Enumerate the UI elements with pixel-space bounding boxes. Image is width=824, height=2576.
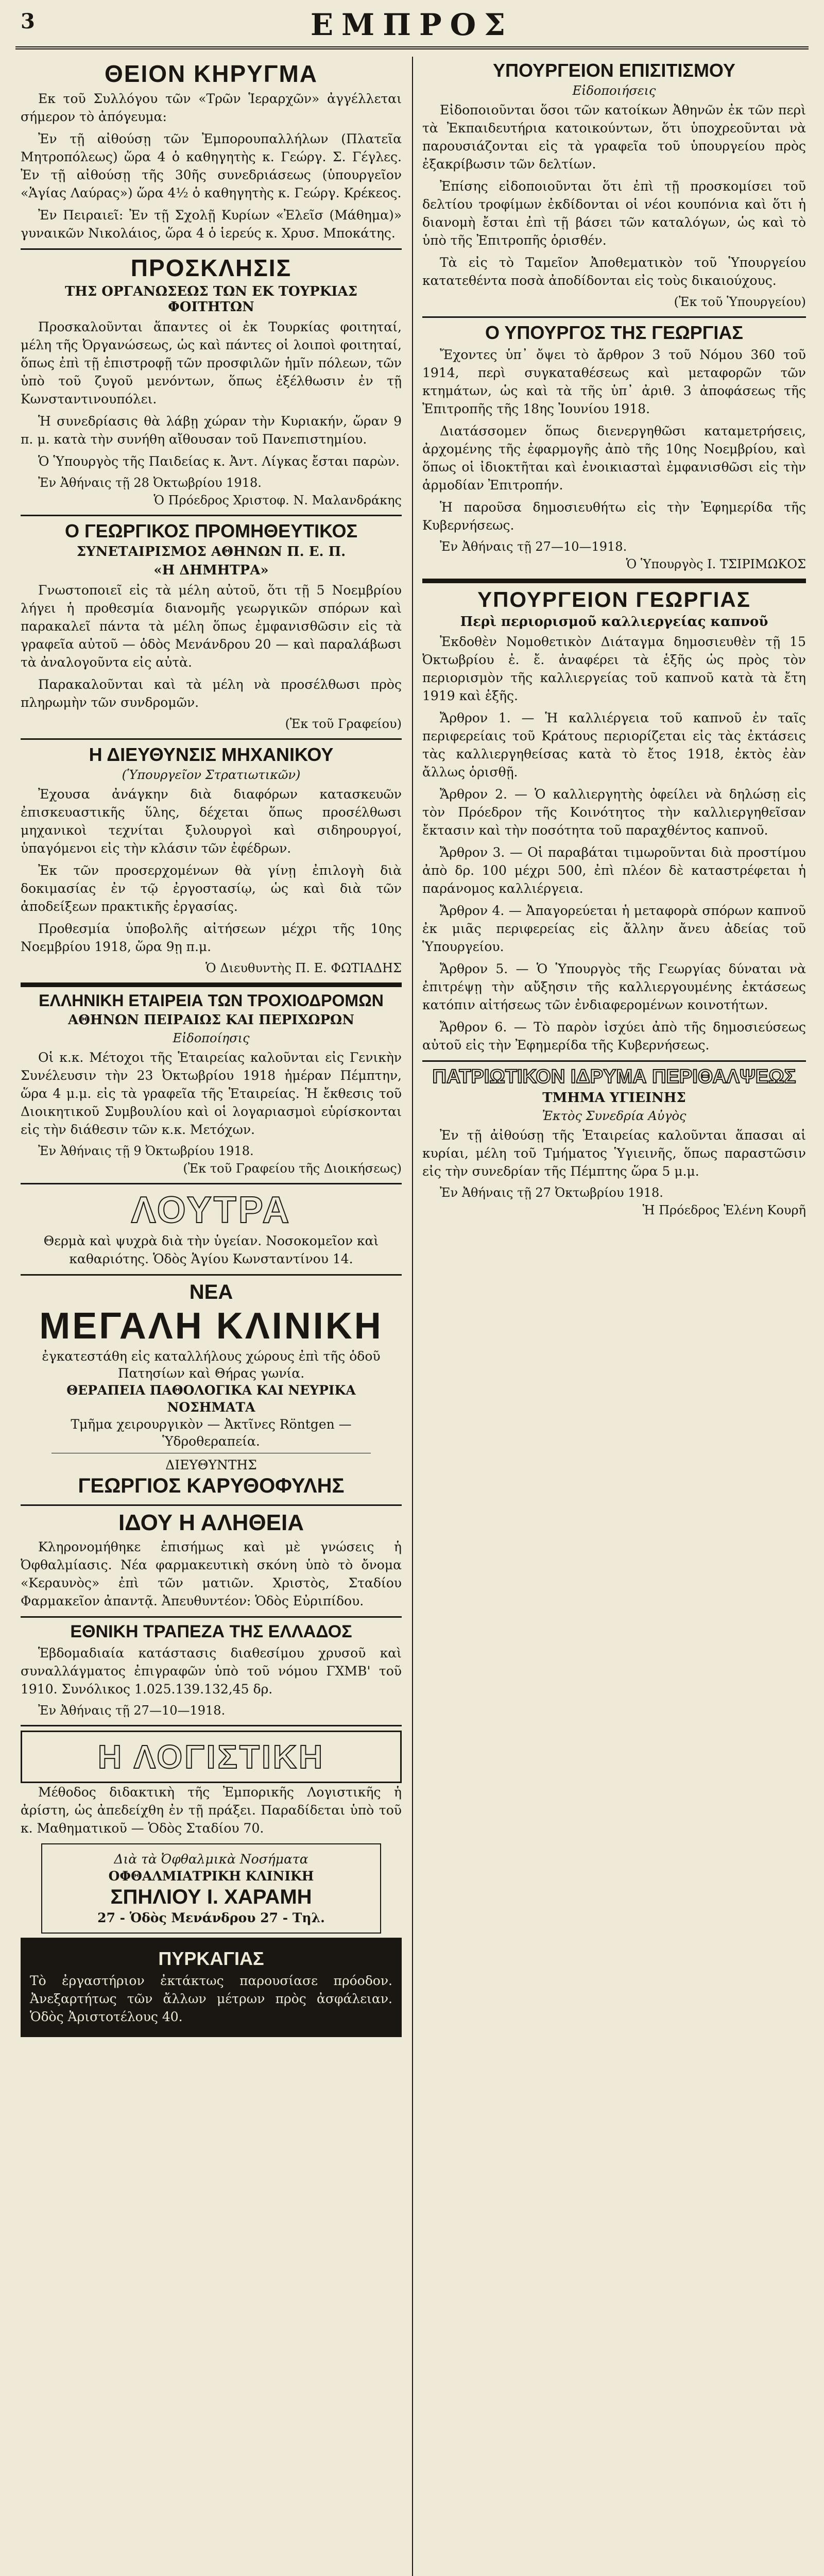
- section-divider: [21, 515, 402, 516]
- article-signature: Ὁ Ὑπουργὸς Ι. ΤΣΙΡΙΜΩΚΟΣ: [626, 557, 806, 571]
- ad-title: ΙΔΟΥ Η ΑΛΗΘΕΙΑ: [118, 1510, 304, 1535]
- article-signature: Ὁ Διευθυντὴς Π. Ε. ΦΩΤΙΑΔΗΣ: [205, 961, 402, 975]
- article-subtitle: ΣΥΝΕΤΑΙΡΙΣΜΟΣ ΑΘΗΝΩΝ Π. Ε. Π.: [76, 544, 346, 560]
- article-subtitle: Εἰδοποιήσεις: [572, 83, 656, 98]
- paragraph: Προθεσμία ὑποβολῆς αἰτήσεων μέχρι τῆς 10ης Νοεμβρίου 1918, ὥρα 9ῃ π.μ.: [21, 921, 402, 954]
- paragraph: Ἐκ τῶν προσερχομένων θὰ γίνῃ ἐπιλογὴ διὰ δοκιμασίας ἐν τῷ ἐργοστασίῳ, ὡς καὶ διὰ τῶν ἀποδείξεων πρακτικῆς ἐργασίας.: [21, 863, 402, 914]
- ad-line: ἐγκατεστάθη εἰς καταλλήλους χώρους ἐπὶ τῆς ὁδοῦ Πατησίων καὶ Θήρας γωνία.: [42, 1349, 381, 1381]
- article-signature: (Ἐκ τοῦ Γραφείου): [285, 717, 402, 731]
- paragraph: Ἄρθρον 6. — Τὸ παρὸν ἰσχύει ἀπὸ τῆς δημοσιεύσεως αὐτοῦ εἰς τὴν Ἐφημερίδα τῆς Κυβερνήσεως.: [422, 1020, 806, 1053]
- paragraph: Ἄρθρον 3. — Οἱ παραβάται τιμωροῦνται διὰ προστίμου ἀπὸ δρ. 100 μέχρι 500, ἐπὶ πλέον δὲ καταστρέφεται ἡ παράνομος καλλιέργεια.: [422, 845, 806, 896]
- ad-aletheia: [21, 1510, 402, 1610]
- section-divider: [422, 1060, 806, 1062]
- paragraph: Ἐκδοθὲν Νομοθετικὸν Διάταγμα δημοσιευθὲν τῇ 15 Ὀκτωβρίου ἐ. ἔ. ἀναφέρει τὰ ἑξῆς ὡς πρὸς τὸν περιορισμὸν τῆς καλλιεργείας τοῦ καπνοῦ κατὰ τὰ ἔτη 1919 καὶ ἑξῆς.: [422, 634, 806, 703]
- article-signature: Ὁ Πρόεδρος Χριστοφ. Ν. Μαλανδράκης: [153, 493, 402, 507]
- article-ypourgos-georgias: [422, 322, 806, 572]
- ad-klinik: [21, 1280, 402, 1498]
- section-divider: [21, 1725, 402, 1726]
- ad-title: ΠΥΡΚΑΓΙΑΣ: [158, 1948, 264, 1969]
- ad-line: ΟΦΘΑΛΜΙΑΤΡΙΚΗ ΚΛΙΝΙΚΗ: [108, 1869, 314, 1884]
- ad-kicker: ΝΕΑ: [189, 1281, 233, 1303]
- paragraph: Ἔχοντες ὑπ᾿ ὄψει τὸ ἄρθρον 3 τοῦ Νόμου 360 τοῦ 1914, περὶ συγκαταθέσεως καὶ μεταφορῶν τῶν κτημάτων, ὡς καὶ τὰ τῆς ὑπ᾿ ἀριθ. 3 ἀποφάσεως τῆς Ἐπιτροπῆς τῆς 18ης Ἰουνίου 1918.: [422, 347, 806, 416]
- article-signature: (Ἐκ τοῦ Γραφείου τῆς Διοικήσεως): [183, 1161, 402, 1176]
- article-date: Ἐν Ἀθήναις τῇ 9 Ὀκτωβρίου 1918.: [38, 1144, 254, 1158]
- article-ypourgeio-georgias: [422, 587, 806, 1054]
- ad-line: ΣΠΗΛΙΟΥ Ι. ΧΑΡΑΜΗ: [110, 1886, 312, 1908]
- paragraph: Ἐπίσης εἰδοποιοῦνται ὅτι ἐπὶ τῇ προσκομίσει τοῦ δελτίου τροφίμων ἐκδίδονται οἱ νέοι κουπόνια καὶ ὅτι ἡ διανομὴ ἔσται ἐπὶ τῇ βάσει τῶν καταλόγων, ὡς καὶ τὸ ὑπὸ τῆς Ἐπιτροπῆς ὁρισθέν.: [422, 179, 806, 248]
- ad-line: Διὰ τὰ Ὀφθαλμικὰ Νοσήματα: [114, 1852, 308, 1867]
- page-number: 3: [21, 9, 35, 33]
- paragraph: Εκ τοῦ Συλλόγου τῶν «Τρῶν Ἱεραρχῶν» ἀγγέλλεται σήμερον τὸ ἀπόγευμα:: [21, 91, 402, 124]
- ad-text: Τὸ ἐργαστήριον ἐκτάκτως παρουσίασε πρόοδον. Ἀνεξαρτήτως τῶν ἄλλων μέτρων πρὸς ἀσφάλειαν. Ὁδὸς Ἀριστοτέλους 40.: [30, 1973, 392, 2024]
- paragraph: Διατάσσομεν ὅπως διενεργηθῶσι καταμετρήσεις, ἀρχομένης τῆς ἐφαρμογῆς ἀπὸ τῆς 10ης Νοεμβρίου, καὶ ὅπως οἱ ἰδιοκτῆται καὶ ἐνοικιασταὶ ἐμφανισθῶσι εἰς τὴν ἁρμοδίαν Ἐπιτροπήν.: [422, 423, 806, 493]
- paragraph: Ἄρθρον 5. — Ὁ Ὑπουργὸς τῆς Γεωργίας δύναται νὰ ἐπιτρέψῃ τὴν αὔξησιν τῆς καλλιεργουμένης ἐκτάσεως κατόπιν αἰτήσεως τῶν ἐνδιαφερομένων κοινοτήτων.: [422, 961, 806, 1012]
- ad-title: Η ΛΟΓΙΣΤΙΚΗ: [97, 1738, 325, 1775]
- paragraph: Τὰ εἰς τὸ Ταμεῖον Ἀποθεματικὸν τοῦ Ὑπουργείου κατατεθέντα ποσὰ ἀποδίδονται εἰς τοὺς δικαιούχους.: [422, 255, 806, 288]
- paragraph: Ἄρθρον 2. — Ὁ καλλιεργητὴς ὀφείλει νὰ δηλώσῃ εἰς τὸν Πρόεδρον τῆς Κοινότητος τὴν καλλιεργηθεῖσαν ἔκτασιν καὶ τὴν ποσότητα τοῦ παραχθέντος καπνοῦ.: [422, 787, 806, 838]
- section-divider: [21, 1274, 402, 1276]
- article-patriotikon-idryma: [422, 1066, 806, 1218]
- article-title: ΠΑΤΡΙΩΤΙΚΟΝ ΙΔΡΥΜΑ ΠΕΡΙΘΑΛΨΕΩΣ: [432, 1066, 796, 1088]
- ad-text: Μέθοδος διδακτικὴ τῆς Ἐμπορικῆς Λογιστικῆς ἡ ἀρίστη, ὡς ἀπεδείχθη ἐν τῇ πράξει. Παραδίδεται ὑπὸ τοῦ κ. Μαθηματικοῦ — Ὁδὸς Σταδίου 70.: [21, 1785, 402, 1836]
- paragraph: Ἡ παροῦσα δημοσιευθήτω εἰς τὴν Ἐφημερίδα τῆς Κυβερνήσεως.: [422, 500, 806, 533]
- section-divider: [21, 1616, 402, 1618]
- paragraph: Εἰδοποιοῦνται ὅσοι τῶν κατοίκων Ἀθηνῶν ἐκ τῶν περὶ τὰ Ἐκπαιδευτήρια κατοικούντων, ὅτι ὑποχρεοῦνται νὰ παρουσιάζονται εἰς τὰ γραφεῖα τοῦ ὑπουργείου πρὸς ἐξακρίβωσιν τῶν δελτίων.: [422, 103, 806, 172]
- article-hellenic-tramways: [21, 991, 402, 1177]
- paragraph: Προσκαλοῦνται ἅπαντες οἱ ἐκ Τουρκίας φοιτηταί, μέλη τῆς Ὀργανώσεως, ὡς καὶ πάντες οἱ λοιποὶ φοιτηταί, ὅπως ἐπὶ τῇ ἐπιστροφῇ τῶν προσφιλῶν ἡμῖν πόλεων, τῶν ὑπὸ τοῦ ζυγοῦ μενόντων, ὅπως ἐξέλθωσιν ἐν τῇ Κωνσταντινουπόλει.: [21, 319, 402, 406]
- ad-title: ΛΟΥΤΡΑ: [131, 1190, 291, 1231]
- ad-charami: [41, 1843, 381, 1934]
- paragraph: Ἐν τῇ αἰθούσῃ τῶν Ἐμπορουπαλλήλων (Πλατεῖα Μητροπόλεως) ὥρα 4 ὁ καθηγητὴς κ. Γεώργ. Σ. Γέγλες. Ἐν τῇ αἰθούσῃ τῆς 30ῆς συνεδριάσεως (ὑπουργεῖον «Ἁγίας Λαύρας») ὥρα 4½ ὁ καθηγητὴς κ. Γεώργ. Κρέκεος.: [21, 131, 402, 200]
- paragraph: Ἡ συνεδρίασις θὰ λάβῃ χώραν τὴν Κυριακήν, ὥραν 9 π. μ. κατὰ τὴν συνήθη αἴθουσαν τοῦ Πανεπιστημίου.: [21, 414, 402, 447]
- article-proskliseis: [21, 254, 402, 509]
- paragraph: Ἑβδομαδιαία κατάστασις διαθεσίμου χρυσοῦ καὶ συναλλάγματος ἐπιγραφῶν ὑπὸ τοῦ νόμου ΓΧΜΒ' τοῦ 1910. Συνόλικος 1.025.139.132,45 δρ.: [21, 1646, 402, 1697]
- paragraph: Ὁ Ὑπουργὸς τῆς Παιδείας κ. Ἀντ. Λίγκας ἔσται παρὼν.: [38, 454, 400, 469]
- paragraph: Ἐν τῇ ἀἰθούσῃ τῆς Ἑταιρείας καλοῦνται ἅπασαι αἱ κυρίαι, μέλη τοῦ Τμήματος Ὑγιεινῆς, ὅπως παραστῶσιν εἰς τὴν συνεδρίαν τῆς Πέμπτης ὥρα 5 μ.μ.: [422, 1128, 806, 1179]
- newspaper-name: ΕΜΠΡΟΣ: [310, 7, 514, 42]
- ad-box: [21, 1731, 402, 1783]
- section-divider: [422, 579, 806, 583]
- article-title: ΠΡΟΣΚΛΗΣΙΣ: [130, 255, 292, 281]
- section-divider: [21, 982, 402, 987]
- ad-logistiki: [21, 1731, 402, 1837]
- article-date: Ἐν Ἀθήναις τῇ 27—10—1918.: [38, 1703, 226, 1718]
- article-ypourgeio-epistismou: [422, 60, 806, 310]
- article-signature: (Ἐκ τοῦ Ὑπουργείου): [674, 295, 806, 309]
- article-signature: Ἡ Πρόεδρος Ἑλένη Κουρῆ: [642, 1203, 806, 1217]
- paragraph: Γνωστοποιεῖ εἰς τὰ μέλη αὐτοῦ, ὅτι τῇ 5 Νοεμβρίου λήγει ἡ προθεσμία διανομῆς γεωργικῶν σπόρων καὶ παρακαλεῖ πάντα τὰ μέλη ὅπως ἐμφανισθῶσιν εἰς τὰ γραφεῖα αὐτοῦ — ὁδὸς Μενάνδρου 20 — καὶ παραλάβωσι τὰ ἀναλογοῦντα εἰς αὐτὰ.: [21, 583, 402, 670]
- ad-text: Κληρονομήθηκε ἐπισήμως καὶ μὲ γνώσεις ἡ Ὀφθαλμίασις. Νέα φαρμακευτικὴ σκόνη ὑπὸ τὸ ὄνομα «Κεραυνὸς» ἐπὶ τῶν ματιῶν. Χριστὸς, Σταδίου Φαρμακεῖον ἀπαντᾷ. Ἀπευθυντέον: Ὁδὸς Εὐριπίδου.: [21, 1539, 402, 1608]
- article-date: Ἐν Ἀθήναις τῇ 27 Ὀκτωβρίου 1918.: [440, 1185, 663, 1200]
- section-divider: [21, 738, 402, 740]
- article-subtitle: (Ὑπουργεῖον Στρατιωτικῶν): [122, 768, 301, 782]
- article-ethniki-trapeza: [21, 1622, 402, 1719]
- ad-director: ΓΕΩΡΓΙΟΣ ΚΑΡΥΘΟΦΥΛΗΣ: [78, 1475, 345, 1497]
- article-date: Ἐν Ἀθήναις τῇ 28 Ὀκτωβρίου 1918.: [38, 476, 262, 490]
- article-date: Ἐν Ἀθήναις τῇ 27—10—1918.: [440, 539, 627, 554]
- paragraph: Ἄρθρον 1. — Ἡ καλλιέργεια τοῦ καπνοῦ ἐν ταῖς περιφερείαις τοῦ Κράτους περιορίζεται εἰς τὰς ἐκτάσεις τὰς καλλιεργηθείσας κατὰ τὸ ἔτος 1918, ἐκτὸς ἐὰν ἄλλως ὁρισθῇ.: [422, 710, 806, 779]
- article-subtitle: ΤΜΗΜΑ ΥΓΙΕΙΝΗΣ: [542, 1090, 686, 1106]
- paragraph: Ἐν Πειραιεῖ: Ἐν τῇ Σχολῇ Κυρίων «Ἐλεῖσ (Μάθημα)» γυναικῶν Νικολάιος, ὥρα 4 ὁ ἱερεύς κ. Χρυσ. Μποκάτης.: [21, 208, 402, 241]
- ad-line: ΘΕΡΑΠΕΙΑ ΠΑΘΟΛΟΓΙΚΑ ΚΑΙ ΝΕΥΡΙΚΑ ΝΟΣΗΜΑΤΑ: [66, 1383, 356, 1415]
- right-column: [422, 57, 806, 2576]
- ad-line: 27 - Ὁδὸς Μενάνδρου 27 - Τηλ.: [97, 1910, 325, 1925]
- article-title: ΥΠΟΥΡΓΕΙΟΝ ΓΕΩΡΓΙΑΣ: [477, 587, 751, 612]
- ad-line: Τμῆμα χειρουργικὸν — Ἀκτῖνες Röntgen — Ὑδροθεραπεία.: [71, 1417, 352, 1449]
- article-title: ΕΘΝΙΚΗ ΤΡΑΠΕΖΑ ΤΗΣ ΕΛΛΑΔΟΣ: [70, 1622, 352, 1641]
- article-subtitle: «Η ΔΗΜΗΤΡΑ»: [153, 563, 269, 578]
- paragraph: Οἱ κ.κ. Μέτοχοι τῆς Ἑταιρείας καλοῦνται εἰς Γενικὴν Συνέλευσιν τὴν 23 Ὀκτωβρίου 1918 ἡμέραν Πέμπτην, ὥρα 4 μ.μ. εἰς τὰ γραφεῖα τῆς Ἑταιρείας. Ἡ ἔκθεσις τοῦ Διοικητικοῦ Συμβουλίου καὶ οἱ λογαριασμοὶ εὑρίσκονται εἰς τὴν διάθεσιν τῶν κ.κ. Μετόχων.: [21, 1050, 402, 1137]
- article-title: Ο ΓΕΩΡΓΙΚΟΣ ΠΡΟΜΗΘΕΥΤΙΚΟΣ: [64, 520, 358, 541]
- paragraph: Ἄρθρον 4. — Ἀπαγορεύεται ἡ μεταφορὰ σπόρων καπνοῦ ἐκ μιᾶς περιφερείας εἰς ἄλλην ἄνευ ἀδείας τοῦ Ὑπουργείου.: [422, 903, 806, 954]
- ad-loutra: [21, 1189, 402, 1268]
- left-column: [21, 57, 402, 2576]
- article-title: ΘΕΙΟΝ ΚΗΡΥΓΜΑ: [104, 60, 318, 87]
- section-divider: [422, 316, 806, 318]
- ad-text: Θερμὰ καὶ ψυχρὰ διὰ τὴν ὑγείαν. Νοσοκομεῖον καὶ καθαριότης. Ὁδὸς Ἁγίου Κωνσταντίνου 14.: [43, 1233, 379, 1266]
- paragraph: Παρακαλοῦνται καὶ τὰ μέλη νὰ προσέλθωσι πρὸς πληρωμὴν τῶν συνδρομῶν.: [21, 677, 402, 710]
- article-subtitle: ΤΗΣ ΟΡΓΑΝΩΣΕΩΣ ΤΩΝ ΕΚ ΤΟΥΡΚΙΑΣ ΦΟΙΤΗΤΩΝ: [64, 284, 358, 315]
- article-subtitle: ΑΘΗΝΩΝ ΠΕΙΡΑΙΩΣ ΚΑΙ ΠΕΡΙΧΩΡΩΝ: [68, 1012, 354, 1028]
- paragraph: Ἐχουσα ἀνάγκην διὰ διαφόρων κατασκευῶν ἐπισκευαστικῆς ὕλης, δέχεται ὅπως προσέλθωσι μηχανικοὶ τεχνίται ξυλουργοὶ καὶ σιδηρουργοί, ὑπαγόμενοι εἰς τὴν κλάσιν τῶν ἐφέδρων.: [21, 787, 402, 856]
- article-theion-kerygma: [21, 60, 402, 242]
- ad-line: ΔΙΕΥΘΥΝΤΗΣ: [165, 1458, 257, 1472]
- article-diethynsis: [21, 744, 402, 976]
- article-title: Η ΔΙΕΥΘΥΝΣΙΣ ΜΗΧΑΝΙΚΟΥ: [89, 744, 334, 765]
- masthead: [15, 5, 809, 49]
- article-subtitle: Περὶ περιορισμοῦ καλλιεργείας καπνοῦ: [460, 614, 768, 630]
- article-subtitle: Εἰδοποίησις: [173, 1031, 250, 1045]
- section-divider: [21, 1183, 402, 1184]
- section-divider: [21, 248, 402, 250]
- ad-pirkagias: [21, 1938, 402, 2037]
- section-divider: [21, 1504, 402, 1506]
- article-title: ΕΛΛΗΝΙΚΗ ΕΤΑΙΡΕΙΑ ΤΩΝ ΤΡΟΧΙΟΔΡΟΜΩΝ: [39, 991, 384, 1010]
- ad-title: ΜΕΓΑΛΗ ΚΛΙΝΙΚΗ: [39, 1306, 383, 1347]
- article-georgikos: [21, 520, 402, 732]
- article-title: ΥΠΟΥΡΓΕΙΟΝ ΕΠΙΣΙΤΙΣΜΟΥ: [493, 60, 735, 81]
- article-subtitle: Ἐκτὸς Συνεδρία Αὐγὸς: [542, 1109, 686, 1123]
- article-title: Ο ΥΠΟΥΡΓΟΣ ΤΗΣ ΓΕΩΡΓΙΑΣ: [485, 322, 743, 343]
- column-divider: [412, 57, 413, 2576]
